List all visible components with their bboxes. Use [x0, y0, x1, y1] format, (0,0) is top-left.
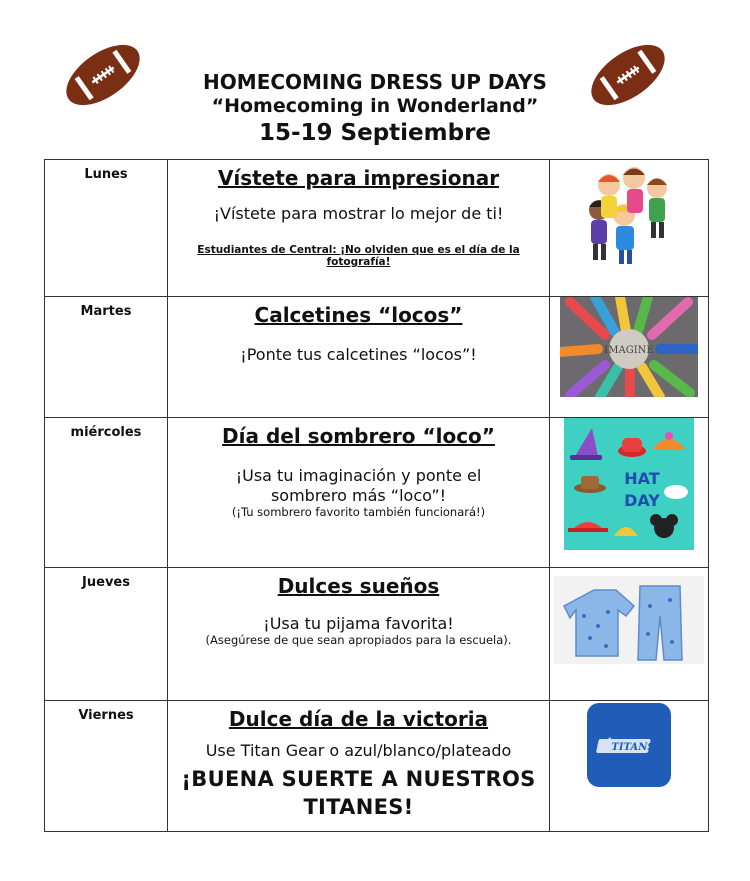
day-text: Use Titan Gear o azul/blanco/plateado [205, 741, 512, 760]
hat-text: HAT [624, 469, 660, 488]
day-label: Lunes [84, 167, 128, 182]
logo-text: TITANS [611, 742, 655, 753]
day-label: miércoles [70, 425, 142, 440]
day-note: Estudiantes de Central: ¡No olviden que es el día de la fotografía! [197, 244, 520, 268]
day-title: Vístete para impresionar [217, 166, 500, 190]
pajamas-image [554, 576, 704, 664]
day-title: Día del sombrero “loco” [222, 424, 495, 448]
table-row [45, 701, 709, 832]
page-title: HOMECOMING DRESS UP DAYS [203, 70, 547, 94]
day-title: Dulce día de la victoria [228, 707, 489, 731]
day-label: Jueves [82, 575, 130, 590]
day-text: ¡Vístete para mostrar lo mejor de ti! [213, 204, 504, 223]
day-text: ¡Ponte tus calcetines “locos”! [240, 345, 477, 364]
socks-photo [560, 297, 698, 397]
table-row [45, 418, 709, 568]
day-text: sombrero más “loco”! [270, 486, 447, 505]
hat-day-image [564, 418, 694, 550]
dress-up-table [44, 159, 709, 832]
page-dates: 15-19 Septiembre [258, 120, 492, 146]
table-row [45, 297, 709, 418]
day-title: Dulces sueños [277, 574, 440, 598]
day-text-image: DAY [624, 491, 660, 510]
day-text: ¡Usa tu pijama favorita! [263, 614, 454, 633]
titans-logo [585, 701, 673, 789]
day-note: (Asegúrese de que sean apropiados para la escuela). [205, 633, 512, 647]
imagine-text: IMAGINE [604, 345, 654, 356]
day-label: Martes [80, 304, 132, 319]
table-row [45, 568, 709, 701]
page-theme: “Homecoming in Wonderland” [211, 95, 539, 117]
day-note: (¡Tu sombrero favorito también funcionará!) [231, 505, 486, 519]
day-label: Viernes [78, 708, 134, 723]
good-luck-text: ¡BUENA SUERTE A NUESTROS [181, 767, 536, 791]
day-text: ¡Usa tu imaginación y ponte el [235, 466, 482, 485]
page-header [0, 70, 750, 148]
good-luck-text: TITANES! [303, 795, 414, 819]
table-row [45, 160, 709, 297]
day-title: Calcetines “locos” [254, 303, 463, 327]
kids-icon [579, 160, 679, 270]
